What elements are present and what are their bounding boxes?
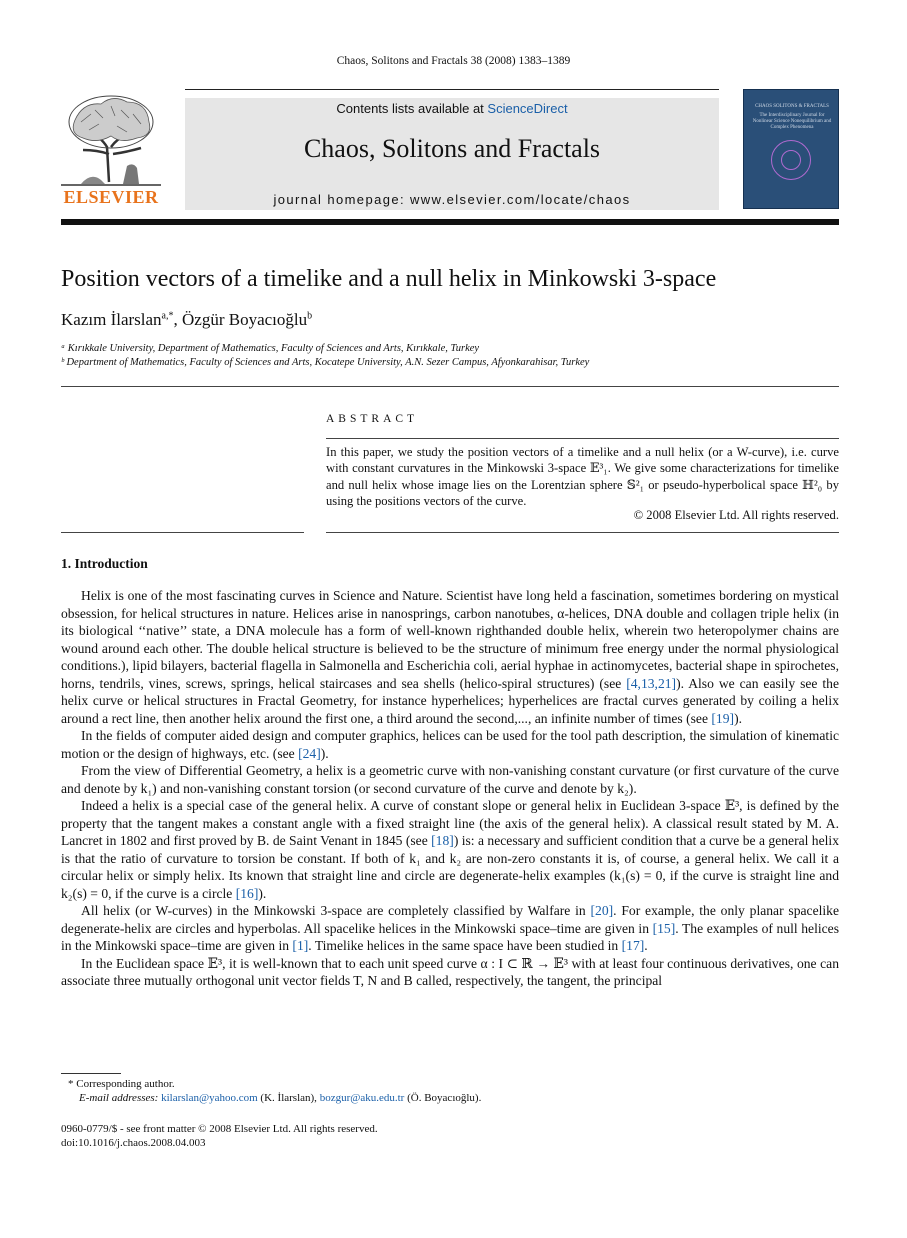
journal-title: Chaos, Solitons and Fractals bbox=[303, 134, 601, 163]
citation-link[interactable]: [1] bbox=[292, 938, 309, 953]
header-top-rule bbox=[185, 89, 719, 90]
journal-homepage[interactable]: journal homepage: www.elsevier.com/locate/chaos bbox=[273, 192, 631, 207]
contents-prefix: Contents lists available at bbox=[336, 101, 488, 116]
email-link-2[interactable]: bozgur@aku.edu.tr bbox=[319, 1092, 405, 1104]
citation-link[interactable]: [24] bbox=[298, 745, 321, 761]
citation-link[interactable]: [4,13,21] bbox=[626, 675, 677, 691]
journal-cover-thumbnail[interactable] bbox=[743, 89, 839, 209]
affiliation-b: ᵇ Department of Mathematics, Faculty of Sciences and Arts, Kocatepe University, A.N. Sezer Campus, Afyonkarahisar, Turkey bbox=[61, 357, 590, 368]
paragraph-1: Helix is one of the most fascinating curves in Science and Nature. Scientist have long held a fascination, sometimes bordering on mystical obsession, for helical structures in nature. Helices arise in nanosprings, carbon nanotubes, α-helices, DNA double and collagen triple helix (in its biological ‘‘native’’ state, a DNA molecule has a form of well-known righthanded double helix, wherein two heteropolymer chains are wound around each other. The double helical structure is believed to be the structure of minimum free energy under the normal physiological conditions.), lipid bilayers, bacterial flagella in Salmonella and Escherichia coli, aerial hyphae in actinomycetes, bacterial shape in spirochetes, horns, tendrils, vines, screws, springs, helical staircases and sea shells (helico-spiral structures) (see [4,13,21]). Also we can easily see the helix curve or helical structures in Fractal Geometry, for instance hyperhelices; hyperhelices are fractal curves generated by coiling a helix around a rect line, then another helix around the first one, a third around the second,..., an infinite number of times (see [19]). bbox=[61, 588, 839, 726]
footnote-emails: E-mail addresses: kilarslan@yahoo.com (K. İlarslan), bozgur@aku.edu.tr (Ö. Boyacıoğlu). bbox=[79, 1092, 482, 1104]
abstract-heading: ABSTRACT bbox=[326, 413, 419, 425]
publisher-name: ELSEVIER bbox=[63, 187, 159, 207]
abstract-bottom-rule bbox=[326, 532, 839, 533]
title-block-rule bbox=[61, 386, 839, 387]
sciencedirect-link[interactable]: ScienceDirect bbox=[487, 101, 568, 116]
footnote-rule bbox=[61, 1073, 121, 1074]
journal-header bbox=[185, 98, 719, 210]
paragraph-4: Indeed a helix is a special case of the general helix. A curve of constant slope or general helix in Euclidean 3-space 𝔼³, is defined by the property that the tangent makes a constant angle with a fixed straight line (the axis of the general helix). A classical result stated by M. A. Lancret in 1802 and first proved by B. de Saint Venant in 1845 (see [18]) is: a necessary and sufficient condition that a curve be a general helix is that the ratio of curvature to torsion be constant. If both of k₁ and k₂ are non-zero constants it is, of course, a general helix. We call it a circular helix or simply helix. Its known that straight line and circle are degenerate-helix examples (k₁(s) = 0, if the curve is straight line and k₂(s) = 0, if the curve is a circle [16]). bbox=[61, 798, 839, 901]
affiliation-a: ᵃ Kırıkkale University, Department of Mathematics, Faculty of Sciences and Arts, Kırıkkale, Turkey bbox=[61, 343, 480, 354]
citation-link[interactable]: [19] bbox=[711, 710, 735, 726]
author-2-affil-mark[interactable]: b bbox=[307, 310, 313, 322]
abstract-copyright: © 2008 Elsevier Ltd. All rights reserved. bbox=[633, 508, 839, 522]
citation-link[interactable]: [20] bbox=[590, 903, 614, 918]
running-head: Chaos, Solitons and Fractals 38 (2008) 1383–1389 bbox=[336, 55, 571, 67]
footer-issn: 0960-0779/$ - see front matter © 2008 Elsevier Ltd. All rights reserved. bbox=[61, 1123, 378, 1135]
footnote-corresponding: * Corresponding author. bbox=[68, 1078, 175, 1090]
author-2[interactable]: Özgür Boyacıoğlu bbox=[182, 310, 308, 329]
citation-link[interactable]: [17] bbox=[621, 938, 645, 953]
elsevier-tree-icon bbox=[61, 92, 161, 188]
citation-link[interactable]: [15] bbox=[652, 920, 676, 936]
article-title: Position vectors of a timelike and a null helix in Minkowski 3-space bbox=[61, 266, 717, 292]
elsevier-logo[interactable] bbox=[61, 92, 161, 210]
header-thick-rule bbox=[61, 219, 839, 225]
email-link-1[interactable]: kilarslan@yahoo.com bbox=[161, 1092, 258, 1104]
cover-ornament-inner-icon bbox=[781, 150, 801, 170]
citation-link[interactable]: [18] bbox=[431, 833, 454, 848]
paragraph-2: In the fields of computer aided design and computer graphics, helices can be used for the tool path description, the simulation of kinematic motion or the design of highways, etc. (see [24]). bbox=[61, 728, 839, 761]
footer-doi[interactable]: doi:10.1016/j.chaos.2008.04.003 bbox=[61, 1137, 206, 1149]
author-separator: , bbox=[173, 310, 182, 329]
article-body bbox=[61, 587, 839, 990]
author-1-affil-mark[interactable]: a,* bbox=[161, 310, 174, 322]
paragraph-5: All helix (or W-curves) in the Minkowski 3-space are completely classified by Walfare in [20]. For example, the only planar spacelike degenerate-helix are circles and hyperbolas. All spacelike helices in the Minkowski space–time are given in [15]. The examples of null helices in the Minkowski space–time are given in [1]. Timelike helices in the same space have been studied in [17]. bbox=[61, 903, 839, 953]
article-info-rule bbox=[61, 532, 304, 533]
abstract-text: In this paper, we study the position vectors of a timelike and a null helix (or a W-curve), i.e. curve with constant curvatures in the Minkowski 3-space 𝔼³₁. We give some characterizations for timelike and null helix whose image lies on the Lorentzian sphere 𝕊²₁ or pseudo-hyperbolical space ℍ²₀ by using the positions vectors of the curve. bbox=[326, 445, 839, 509]
paragraph-6: In the Euclidean space 𝔼³, it is well-known that to each unit speed curve α : I ⊂ ℝ → 𝔼³ with at least four continuous derivatives, one can associate three mutually orthogonal unit vector fields T, N and B called, respectively, the tangent, the principal bbox=[61, 955, 839, 988]
section-heading-introduction: 1. Introduction bbox=[61, 556, 148, 571]
contents-line bbox=[185, 101, 719, 116]
author-1[interactable]: Kazım İlarslan bbox=[61, 310, 162, 329]
citation-link[interactable]: [16] bbox=[235, 885, 259, 901]
author-list bbox=[61, 310, 312, 330]
abstract-top-rule bbox=[326, 438, 839, 439]
paragraph-3: From the view of Differential Geometry, a helix is a geometric curve with non-vanishing constant curvature (or first curvature of the curve and denote by k₁) and non-vanishing constant torsion (or second curvature of the curve and denote by k₂). bbox=[61, 763, 839, 796]
cover-title: CHAOS SOLITONS & FRACTALS The Interdisciplinary Journal for Nonlinear Science Nonequilibrium and Complex Phenomena bbox=[752, 104, 832, 130]
